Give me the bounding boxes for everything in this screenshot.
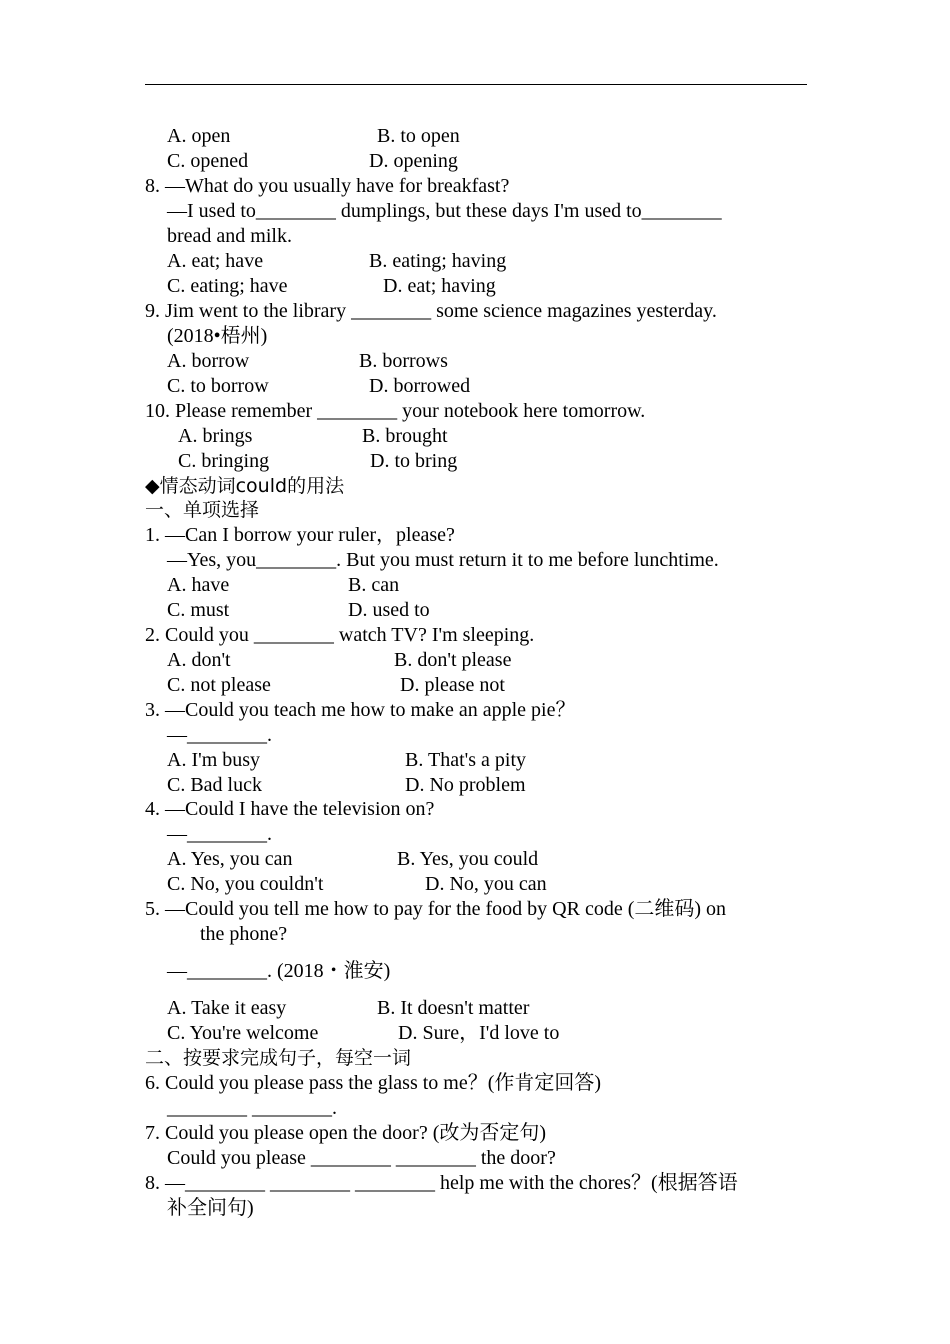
s1-q3-option-c: C. Bad luck — [167, 774, 262, 796]
s1-q1-option-a: A. have — [167, 574, 230, 596]
q8-option-c: C. eating; have — [167, 275, 288, 297]
s1-q1-option-c: C. must — [167, 599, 230, 621]
q7-option-a: A. open — [167, 125, 231, 147]
s1-q2-option-a: A. don't — [167, 649, 231, 671]
s1-q1-line2: —Yes, you________. But you must return it to me before lunchtime. — [167, 549, 719, 571]
s1-q5-line2: the phone? — [200, 923, 288, 945]
q7-option-d: D. opening — [369, 150, 458, 172]
s1-q5-option-a: A. Take it easy — [167, 997, 287, 1019]
q9-option-b: B. borrows — [359, 350, 448, 372]
q7-option-c: C. opened — [167, 150, 249, 172]
s1-q4-line2: —________. — [167, 823, 272, 845]
s1-q3-option-d: D. No problem — [405, 774, 526, 796]
topic-heading: ◆情态动词could的用法 — [145, 475, 345, 497]
s1-q5-stem: 5. —Could you tell me how to pay for the food by QR code (二维码) on — [145, 898, 727, 920]
q10-option-c: C. bringing — [178, 450, 270, 472]
s1-q2-option-c: C. not please — [167, 674, 271, 696]
s1-q3-stem: 3. —Could you teach me how to make an apple pie？ — [145, 699, 576, 721]
q9-source: (2018•梧州) — [167, 325, 268, 347]
s1-q4-option-c: C. No, you couldn't — [167, 873, 324, 895]
s2-q7-line2: Could you please ________ ________ the door? — [167, 1147, 556, 1169]
q8-stem: 8. —What do you usually have for breakfast? — [145, 175, 510, 197]
s1-q5-option-b: B. It doesn't matter — [377, 997, 530, 1019]
q7-option-b: B. to open — [377, 125, 460, 147]
s1-q3-line2: —________. — [167, 724, 272, 746]
q9-option-c: C. to borrow — [167, 375, 269, 397]
q8-option-a: A. eat; have — [167, 250, 264, 272]
q10-stem: 10. Please remember ________ your notebook here tomorrow. — [145, 400, 646, 422]
q9-stem: 9. Jim went to the library ________ some science magazines yesterday. — [145, 300, 717, 322]
q8-option-d: D. eat; having — [383, 275, 496, 297]
q8-line3: bread and milk. — [167, 225, 292, 247]
s2-q8-stem: 8. —________ ________ ________ help me with the chores？(根据答语 — [145, 1172, 738, 1194]
q8-option-b: B. eating; having — [369, 250, 507, 272]
s2-q6-stem: 6. Could you please pass the glass to me？(作肯定回答) — [145, 1072, 602, 1094]
s2-q8-line2: 补全问句) — [167, 1197, 254, 1219]
s1-q4-option-a: A. Yes, you can — [167, 848, 293, 870]
s2-q6-line2: ________ ________. — [167, 1097, 337, 1119]
header-rule — [145, 84, 807, 85]
q10-option-b: B. brought — [362, 425, 448, 447]
s1-q1-stem: 1. —Can I borrow your ruler，please? — [145, 524, 455, 546]
q9-option-a: A. borrow — [167, 350, 250, 372]
q8-line2: —I used to________ dumplings, but these days I'm used to________ — [167, 200, 722, 222]
s1-q3-option-a: A. I'm busy — [167, 749, 261, 771]
s1-q2-option-b: B. don't please — [394, 649, 512, 671]
s1-q3-option-b: B. That's a pity — [405, 749, 527, 771]
q10-option-d: D. to bring — [370, 450, 458, 472]
s2-q7-stem: 7. Could you please open the door? (改为否定句) — [145, 1122, 547, 1144]
q10-option-a: A. brings — [178, 425, 253, 447]
s1-q4-option-d: D. No, you can — [425, 873, 547, 895]
s1-q4-stem: 4. —Could I have the television on? — [145, 798, 435, 820]
section1-title: 一、单项选择 — [145, 499, 260, 521]
section2-title: 二、按要求完成句子，每空一词 — [145, 1047, 412, 1069]
s1-q2-option-d: D. please not — [400, 674, 505, 696]
s1-q5-option-c: C. You're welcome — [167, 1022, 319, 1044]
s1-q5-line3: —________. (2018・淮安) — [167, 960, 391, 982]
q9-option-d: D. borrowed — [369, 375, 471, 397]
s1-q1-option-b: B. can — [348, 574, 400, 596]
s1-q5-option-d: D. Sure，I'd love to — [398, 1022, 560, 1044]
s1-q1-option-d: D. used to — [348, 599, 430, 621]
s1-q4-option-b: B. Yes, you could — [397, 848, 539, 870]
s1-q2-stem: 2. Could you ________ watch TV? I'm sleeping. — [145, 624, 535, 646]
